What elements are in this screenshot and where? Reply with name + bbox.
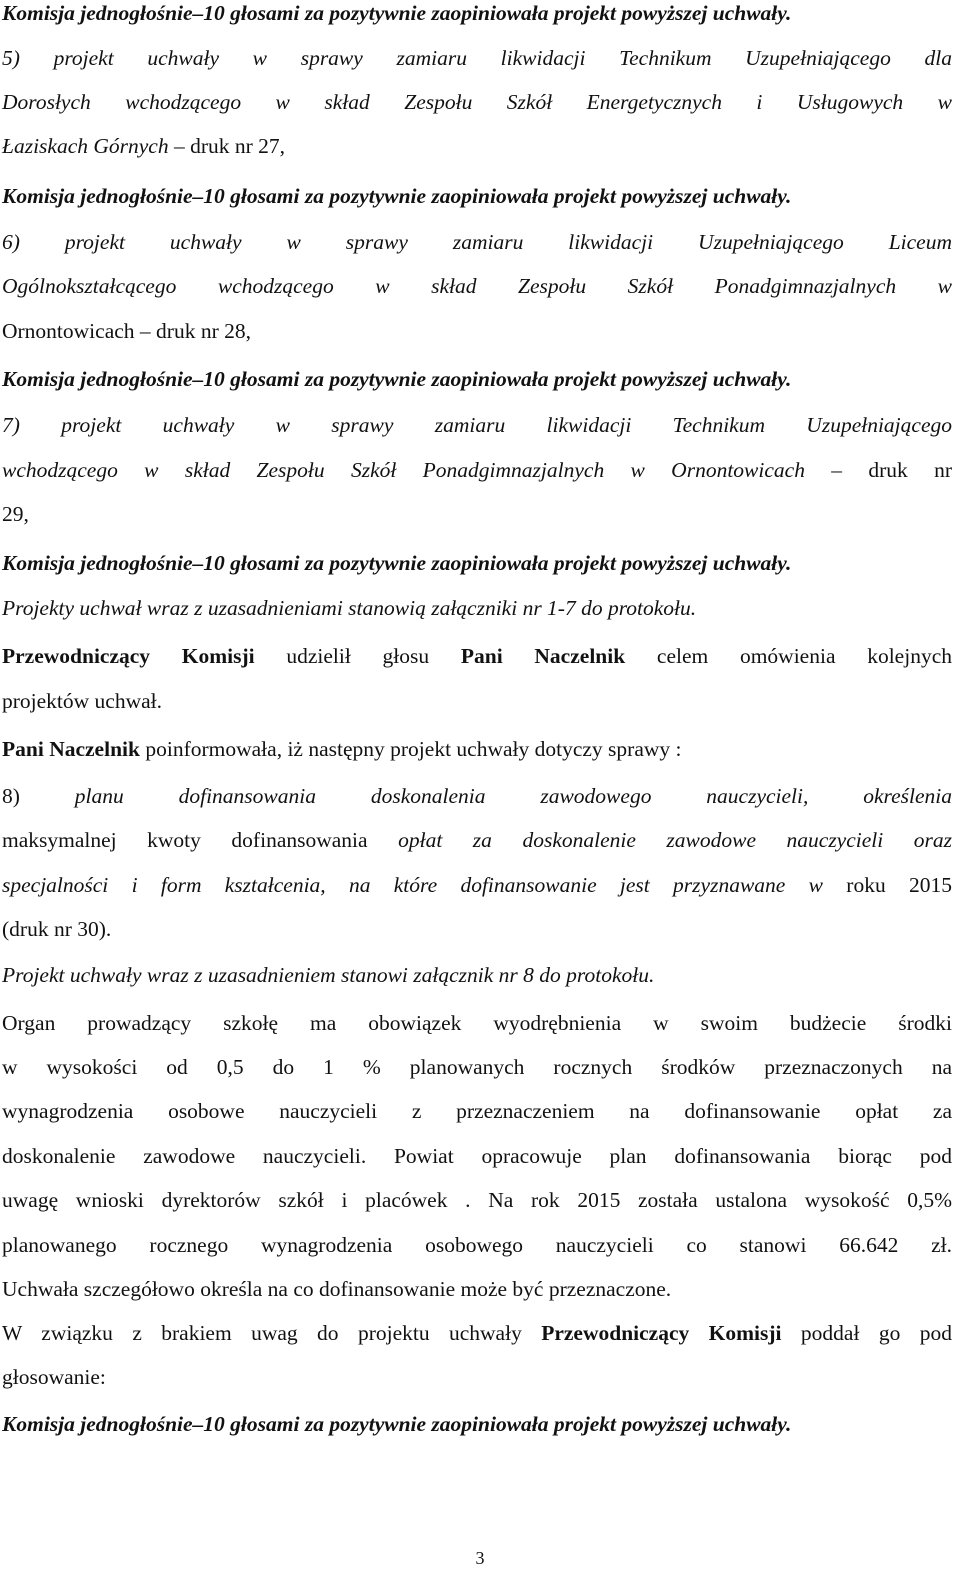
text-line [2, 643, 952, 669]
text-line [2, 1010, 952, 1036]
text-line [2, 872, 952, 898]
text-line [2, 688, 952, 714]
text-segment: Pani Naczelnik [2, 737, 140, 761]
text-segment: planu dofinansowania doskonalenia zawodowego nauczycieli, określenia [74, 784, 952, 808]
text-line [2, 1364, 952, 1390]
page-number: 3 [475, 1548, 485, 1568]
text-segment: doskonalenie zawodowe nauczycieli. Powiat opracowuje plan dofinansowania biorąc pod [2, 1144, 952, 1168]
text-segment: 5) projekt uchwały w sprawy zamiaru likwidacji Technikum Uzupełniającego dla [2, 46, 952, 70]
text-segment: Projekty uchwał wraz z uzasadnieniami stanowią załączniki nr 1-7 do protokołu. [2, 596, 697, 620]
text-segment: 6) projekt uchwały w sprawy zamiaru likwidacji Uzupełniającego Liceum [2, 230, 952, 254]
text-segment: projektów uchwał. [2, 689, 163, 713]
text-line [2, 736, 952, 762]
text-segment: Organ prowadzący szkołę ma obowiązek wyodrębnienia w swoim budżecie środki [2, 1011, 952, 1035]
text-segment: Uchwała szczegółowo określa na co dofinansowanie może być przeznaczone. [2, 1277, 672, 1301]
text-line [2, 550, 952, 576]
text-line [2, 183, 952, 209]
text-segment: 7) projekt uchwały w sprawy zamiaru likwidacji Technikum Uzupełniającego [2, 413, 952, 437]
text-line [2, 1320, 952, 1346]
text-line [2, 1187, 952, 1213]
text-line [2, 827, 952, 853]
text-segment: celem omówienia kolejnych [625, 644, 952, 668]
text-segment: Komisja jednogłośnie–10 głosami za pozytywnie zaopiniowała projekt powyższej uchwały. [2, 1412, 792, 1436]
text-segment: Komisja jednogłośnie–10 głosami za pozytywnie zaopiniowała projekt powyższej uchwały. [2, 1, 792, 25]
text-line [2, 89, 952, 115]
text-segment: 29, [2, 502, 29, 526]
text-segment: maksymalnej kwoty dofinansowania [2, 828, 399, 852]
text-line [2, 45, 952, 71]
text-segment: Łaziskach Górnych [2, 134, 169, 158]
text-segment: Komisja jednogłośnie–10 głosami za pozytywnie zaopiniowała projekt powyższej uchwały. [2, 184, 792, 208]
text-line [2, 229, 952, 255]
text-segment: (druk nr 30). [2, 917, 112, 941]
text-line [2, 366, 952, 392]
text-segment: Ornontowicach – druk nr 28, [2, 319, 251, 343]
text-line [2, 1054, 952, 1080]
text-segment: głosowanie: [2, 1365, 106, 1389]
text-segment: W związku z brakiem uwag do projektu uchwały [2, 1321, 542, 1345]
text-segment: Przewodniczący Komisji [2, 644, 255, 668]
text-line [2, 1143, 952, 1169]
text-segment: specjalności i form kształcenia, na które dofinansowanie jest przyznawane w [2, 873, 823, 897]
text-line [2, 595, 952, 621]
text-segment: wchodzącego w skład Zespołu Szkół Ponadgimnazjalnych w Ornontowicach [2, 458, 805, 482]
text-segment: w wysokości od 0,5 do 1 % planowanych rocznych środków przeznaczonych na [2, 1055, 952, 1079]
text-line [2, 457, 952, 483]
text-segment: roku 2015 [822, 873, 952, 897]
text-segment: wynagrodzenia osobowe nauczycieli z przeznaczeniem na dofinansowanie opłat za [2, 1099, 952, 1123]
text-line [2, 1411, 952, 1437]
text-line [2, 1276, 952, 1302]
text-line [2, 0, 952, 26]
text-segment: Komisja jednogłośnie–10 głosami za pozytywnie zaopiniowała projekt powyższej uchwały. [2, 551, 792, 575]
text-segment: poddał go pod [781, 1321, 952, 1345]
text-segment: uwagę wnioski dyrektorów szkół i placówek . Na rok 2015 została ustalona wysokość 0,5% [2, 1188, 952, 1212]
text-line [2, 962, 952, 988]
text-line [2, 783, 952, 809]
text-line [2, 133, 952, 159]
text-segment: planowanego rocznego wynagrodzenia osobowego nauczycieli co stanowi 66.642 zł. [2, 1233, 952, 1257]
text-segment: opłat za doskonalenie zawodowe nauczycieli oraz [398, 828, 952, 852]
text-line [2, 501, 952, 527]
text-segment: Ogólnokształcącego wchodzącego w skład Zespołu Szkół Ponadgimnazjalnych w [2, 274, 952, 298]
text-segment: Przewodniczący Komisji [541, 1321, 782, 1345]
text-line [2, 273, 952, 299]
text-line [2, 1232, 952, 1258]
text-line [2, 412, 952, 438]
text-line [2, 318, 952, 344]
text-segment: Pani Naczelnik [460, 644, 626, 668]
text-segment: 8) [2, 784, 75, 808]
text-segment: Projekt uchwały wraz z uzasadnieniem stanowi załącznik nr 8 do protokołu. [2, 963, 655, 987]
text-segment: udzielił głosu [254, 644, 461, 668]
text-segment: Komisja jednogłośnie–10 głosami za pozytywnie zaopiniowała projekt powyższej uchwały. [2, 367, 792, 391]
text-segment: – druk nr 27, [168, 134, 286, 158]
text-segment: – druk nr [804, 458, 952, 482]
text-line [2, 1098, 952, 1124]
text-segment: poinformowała, iż następny projekt uchwały dotyczy sprawy : [139, 737, 682, 761]
text-line [2, 916, 952, 942]
text-segment: Dorosłych wchodzącego w skład Zespołu Szkół Energetycznych i Usługowych w [2, 90, 952, 114]
